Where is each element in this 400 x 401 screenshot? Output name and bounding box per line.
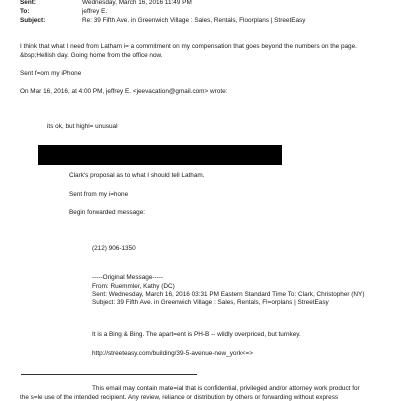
original-from: From: Ruemmler, Kathy (DC) (92, 283, 175, 290)
disclaimer-line-1: This email may contain mate=ial that is confidential, privileged and/or attorney work product for (92, 385, 360, 392)
streeteasy-link[interactable]: http://streeteasy.com/building/39-5-avenue-new_york<=> (92, 350, 253, 357)
phone-number: (212) 906-1350 (92, 245, 136, 252)
original-sent: Sent: Wednesday, March 16, 2016 03:31 PM Eastern Standard Time To: Clark, Christopher (NY) (92, 291, 365, 298)
forward-signature: Sent from my i=hone (69, 191, 129, 198)
forward-intro: Clark's proposal as to what I should tell Latham. (69, 172, 205, 179)
disclaimer-line-2: the s=le use of the intended recipient. Any review, reliance or distribution by others or forwarding without express (20, 394, 339, 401)
begin-forwarded: Begin forwarded message: (69, 209, 146, 216)
subject-label: Subject: (20, 17, 46, 24)
sent-value: Wednesday, March 16, 2016 11:49 PM (82, 0, 192, 6)
to-label: To: (20, 8, 30, 15)
subject-value: Re: 39 Fifth Ave. in Greenwich Village : Sales, Rentals, Floorplans | StreetEasy (82, 17, 306, 24)
original-message-header: -----Original Message----- (92, 274, 164, 281)
quote-attribution: On Mar 16, 2016, at 4:00 PM, jeffrey E. <jeevacation@gmail.com> wrote: (20, 88, 228, 95)
reply-paragraph-1b: &bsp;Hellish day. Going home from the office now. (20, 52, 163, 59)
to-value: jeffrey E. (82, 8, 108, 15)
sent-label: Sent: (20, 0, 36, 6)
building-comment: It is a Bing & Bing. The apart=ent is PH-B -- wildly overpriced, but turnkey. (92, 331, 301, 338)
redaction-block (38, 145, 282, 165)
disclaimer-divider (21, 374, 197, 375)
original-subject: Subject: 39 Fifth Ave. in Greenwich Village : Sales, Rentals, Fl=orplans | StreetEasy (92, 299, 329, 306)
signature-line: Sent f=om my iPhone (20, 70, 82, 77)
reply-paragraph-1: I think that what I need from Latham i= a commitment on my compensation that goes beyond the numbers on the page. (20, 43, 357, 50)
quoted-text: its ok, but highl= unusual (47, 123, 118, 130)
